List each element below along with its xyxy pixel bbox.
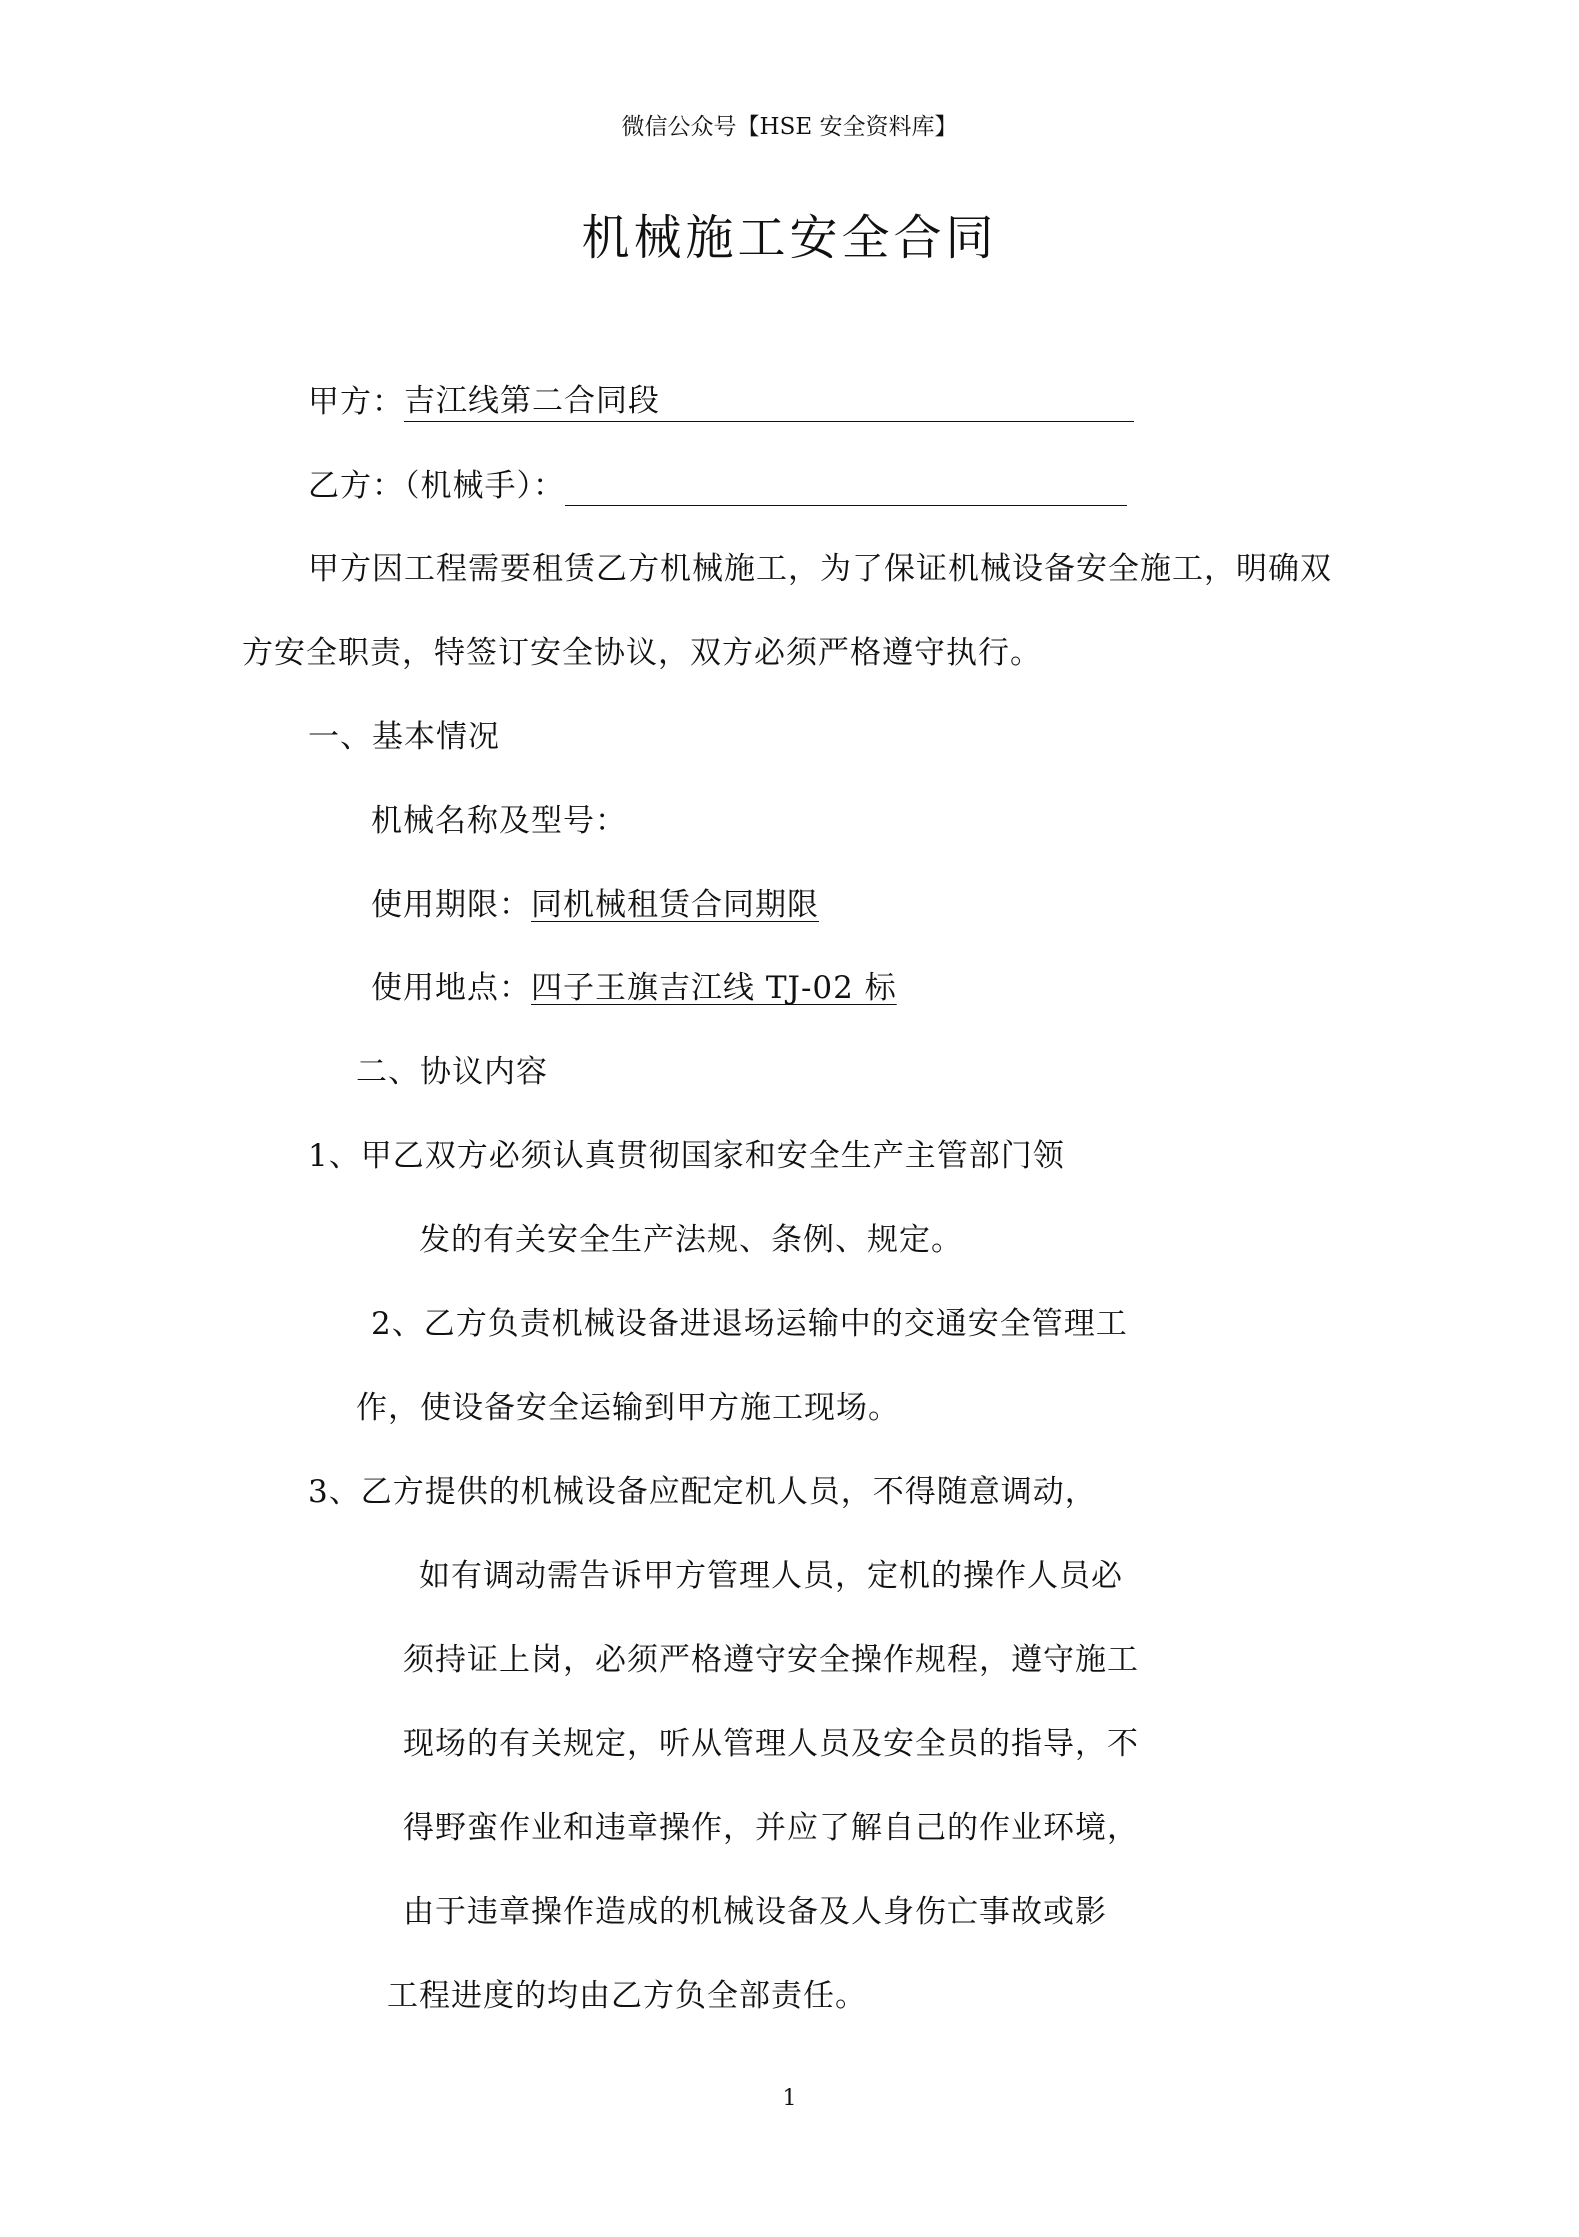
party-b-label: 乙方：（机械手）： (308, 468, 565, 504)
party-b-blank-field (565, 473, 1127, 506)
item-1-line-2: 发的有关安全生产法规、条例、规定。 (419, 1222, 963, 1258)
document-title: 机械施工安全合同 (581, 210, 998, 266)
item-3-line-1: 3、乙方提供的机械设备应配定机人员，不得随意调动， (308, 1474, 1097, 1510)
machine-name-label: 机械名称及型号： (371, 803, 627, 839)
item-3-line-7: 工程进度的均由乙方负全部责任。 (387, 1978, 867, 2014)
party-a-value: 吉江线第二合同段 (404, 383, 660, 419)
usage-period-label: 使用期限： (371, 887, 531, 923)
usage-location-value: 四子王旗吉江线 TJ-02 标 (531, 970, 897, 1006)
intro-line-2: 方安全职责，特签订安全协议，双方必须严格遵守执行。 (242, 635, 1042, 671)
party-a-label: 甲方： (308, 384, 404, 420)
intro-line-1: 甲方因工程需要租赁乙方机械施工，为了保证机械设备安全施工，明确双 (308, 551, 1332, 587)
item-2-line-2: 作，使设备安全运输到甲方施工现场。 (356, 1390, 900, 1426)
page-header: 微信公众号【HSE 安全资料库】 (621, 114, 958, 140)
party-a-field (404, 381, 1134, 422)
usage-location-row (371, 968, 897, 1008)
section-1-heading: 一、基本情况 (308, 719, 500, 755)
item-3-line-5: 得野蛮作业和违章操作，并应了解自己的作业环境， (403, 1810, 1139, 1846)
item-3-line-6: 由于违章操作造成的机械设备及人身伤亡事故或影 (403, 1894, 1107, 1930)
item-3-line-4: 现场的有关规定，听从管理人员及安全员的指导，不 (403, 1726, 1139, 1762)
usage-period-row (371, 885, 819, 925)
item-1-line-1: 1、甲乙双方必须认真贯彻国家和安全生产主管部门领 (308, 1138, 1065, 1174)
party-a-row (308, 381, 1134, 422)
item-3-line-3: 须持证上岗，必须严格遵守安全操作规程，遵守施工 (403, 1642, 1139, 1678)
party-b-row (308, 466, 1127, 506)
usage-location-label: 使用地点： (371, 970, 531, 1006)
section-2-heading: 二、协议内容 (356, 1054, 548, 1090)
item-3-line-2: 如有调动需告诉甲方管理人员，定机的操作人员必 (419, 1558, 1123, 1594)
item-2-line-1: 2、乙方负责机械设备进退场运输中的交通安全管理工 (371, 1306, 1128, 1342)
usage-period-value: 同机械租赁合同期限 (531, 887, 819, 923)
page-number: 1 (782, 2086, 797, 2111)
